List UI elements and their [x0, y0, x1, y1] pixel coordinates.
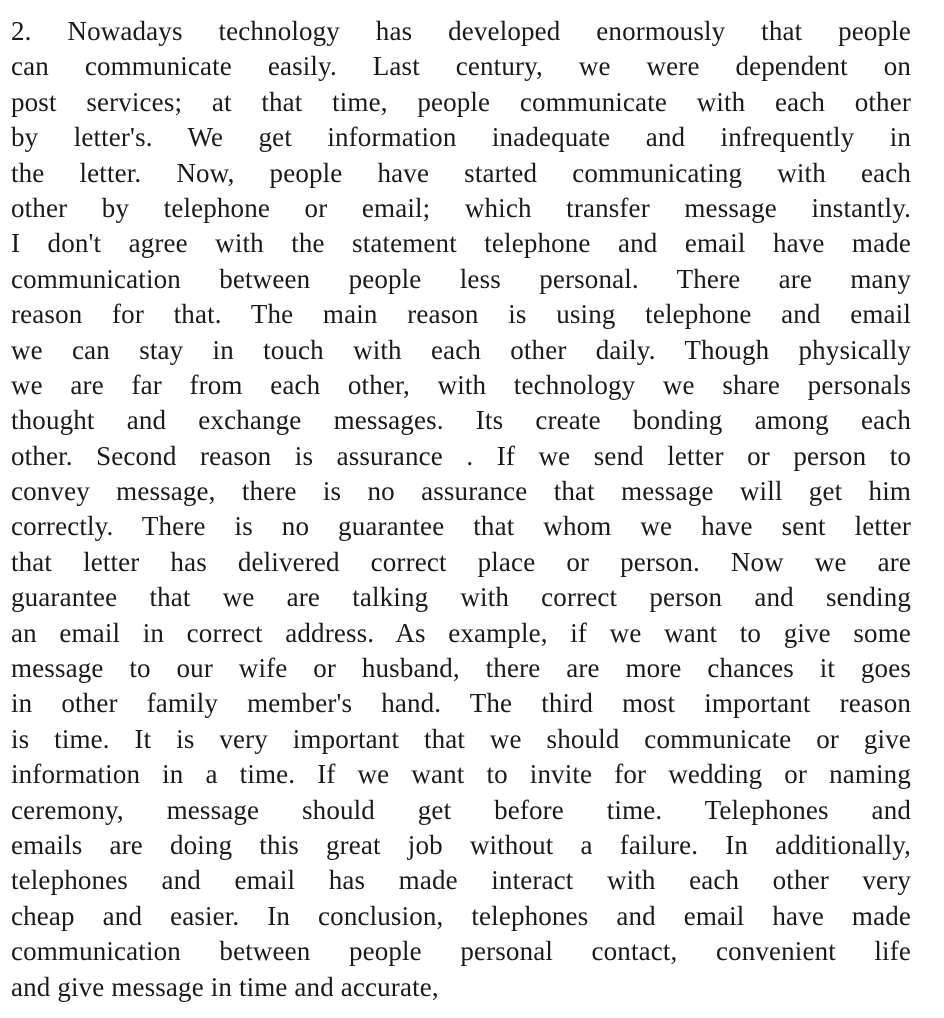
text-line: reason for that. The main reason is using telephone and email [11, 299, 911, 330]
text-line: telephones and email has made interact with each other very [11, 865, 911, 896]
text-line: thought and exchange messages. Its create bonding among each [11, 405, 911, 436]
text-line: convey message, there is no assurance that message will get him [11, 476, 911, 507]
text-line: communication between people personal contact, convenient life [11, 936, 911, 967]
text-line: cheap and easier. In conclusion, telephones and email have made [11, 900, 911, 931]
text-line: information in a time. If we want to invite for wedding or naming [11, 759, 911, 790]
text-line: guarantee that we are talking with correct person and sending [11, 582, 911, 613]
text-line: we are far from each other, with technology we share personals [11, 369, 911, 400]
text-line: the letter. Now, people have started communicating with each [11, 157, 911, 188]
text-line: we can stay in touch with each other daily. Though physically [11, 334, 911, 365]
text-line: in other family member's hand. The third most important reason [11, 688, 911, 719]
text-line: post services; at that time, people communicate with each other [11, 86, 911, 117]
text-line: I don't agree with the statement telephone and email have made [11, 228, 911, 259]
essay-paragraph [11, 14, 911, 1005]
text-line: that letter has delivered correct place or person. Now we are [11, 546, 911, 577]
text-line: and give message in time and accurate, [11, 971, 439, 1002]
text-line: by letter's. We get information inadequate and infrequently in [11, 122, 911, 153]
text-line: other. Second reason is assurance . If we send letter or person to [11, 440, 911, 471]
text-line: is time. It is very important that we should communicate or give [11, 723, 911, 754]
text-line: correctly. There is no guarantee that whom we have sent letter [11, 511, 911, 542]
text-line: emails are doing this great job without a failure. In additionally, [11, 829, 911, 860]
text-line: other by telephone or email; which transfer message instantly. [11, 192, 911, 223]
text-line: 2. Nowadays technology has developed enormously that people [11, 16, 911, 46]
text-line: can communicate easily. Last century, we were dependent on [11, 51, 911, 82]
text-line: ceremony, message should get before time. Telephones and [11, 794, 911, 825]
text-line: message to our wife or husband, there are more chances it goes [11, 653, 911, 684]
text-line: an email in correct address. As example, if we want to give some [11, 617, 911, 648]
text-line: communication between people less personal. There are many [11, 263, 911, 294]
